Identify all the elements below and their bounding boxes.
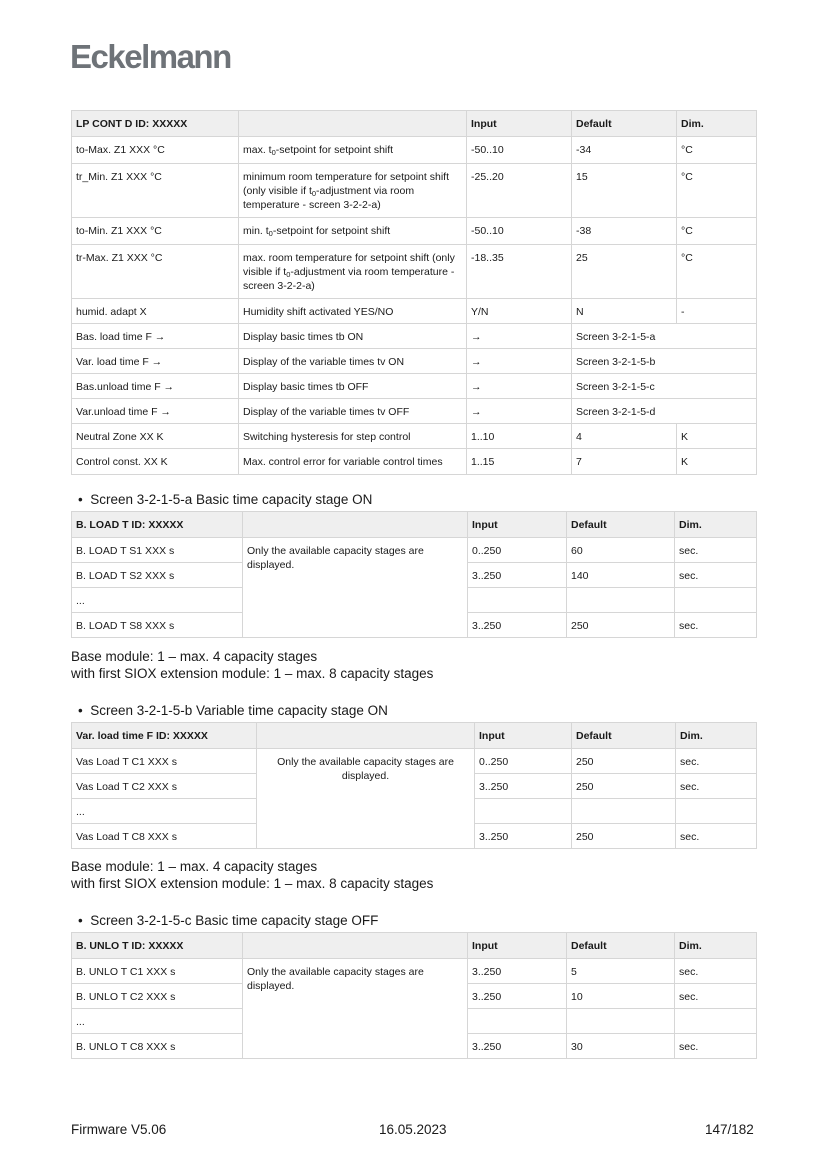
param-default: 10 xyxy=(567,984,675,1009)
param-name: Bas. load time F → xyxy=(72,324,239,349)
table-row xyxy=(72,449,757,475)
param-description: min. $t_0$-setpoint for setpoint shift xyxy=(239,218,467,245)
param-dim: sec. xyxy=(675,984,757,1009)
param-input: Y/N xyxy=(467,299,572,324)
param-default: 7 xyxy=(572,449,677,475)
param-input: 3..250 xyxy=(475,774,572,799)
param-name: B. LOAD T S8 XXX s xyxy=(72,613,243,638)
param-name: to-Max. Z1 XXX °C xyxy=(72,137,239,164)
table-row xyxy=(72,299,757,324)
param-description: Display basic times tb ON xyxy=(239,324,467,349)
param-default: N xyxy=(572,299,677,324)
param-description: Max. control error for variable control times xyxy=(239,449,467,475)
section-b-heading: • Screen 3-2-1-5-b Variable time capacity stage ON xyxy=(78,703,388,718)
param-screen-link: Screen 3-2-1-5-a xyxy=(572,324,757,349)
param-input: → xyxy=(467,349,572,374)
param-dim: K xyxy=(677,424,757,449)
table-header-cell: Input xyxy=(475,723,572,749)
param-description: Switching hysteresis for step control xyxy=(239,424,467,449)
footer-date: 16.05.2023 xyxy=(379,1122,447,1137)
param-default xyxy=(567,588,675,613)
table-row xyxy=(72,245,757,299)
param-dim: - xyxy=(677,299,757,324)
param-name: Bas.unload time F → xyxy=(72,374,239,399)
table-header-cell: Dim. xyxy=(675,512,757,538)
section-a-notes xyxy=(71,648,433,682)
siox-module-note: with first SIOX extension module: 1 – max. 8 capacity stages xyxy=(71,876,434,891)
param-input: 0..250 xyxy=(475,749,572,774)
param-name: B. LOAD T S1 XXX s xyxy=(72,538,243,563)
param-input: 3..250 xyxy=(468,959,567,984)
param-input: → xyxy=(467,324,572,349)
table-header-cell: Dim. xyxy=(675,933,757,959)
param-name: Var. load time F → xyxy=(72,349,239,374)
param-default xyxy=(567,1009,675,1034)
param-dim xyxy=(675,588,757,613)
param-input: → xyxy=(467,374,572,399)
param-name: Neutral Zone XX K xyxy=(72,424,239,449)
table-header-cell: Default xyxy=(572,111,677,137)
param-name: humid. adapt X xyxy=(72,299,239,324)
param-description: max. $t_0$-setpoint for setpoint shift xyxy=(239,137,467,164)
param-default: 30 xyxy=(567,1034,675,1059)
param-input: 3..250 xyxy=(468,613,567,638)
param-input xyxy=(468,588,567,613)
param-input: -18..35 xyxy=(467,245,572,299)
table-row xyxy=(72,424,757,449)
table-header-cell: Dim. xyxy=(676,723,757,749)
param-description: Humidity shift activated YES/NO xyxy=(239,299,467,324)
table-header-cell: Input xyxy=(468,933,567,959)
param-name: Vas Load T C2 XXX s xyxy=(72,774,257,799)
capacity-note: Only the available capacity stages are displayed. xyxy=(243,538,468,638)
eckelmann-logo: Eckelmann xyxy=(70,38,231,75)
table-row xyxy=(72,349,757,374)
param-name: B. LOAD T S2 XXX s xyxy=(72,563,243,588)
param-description: max. room temperature for setpoint shift (only visible if $t_0$-adjustment via room temperature - screen 3-2-2-a) xyxy=(239,245,467,299)
param-name: Control const. XX K xyxy=(72,449,239,475)
table-header-cell xyxy=(243,933,468,959)
var-load-time-table xyxy=(71,722,757,849)
param-default: 4 xyxy=(572,424,677,449)
param-input: → xyxy=(467,399,572,424)
param-screen-link: Screen 3-2-1-5-d xyxy=(572,399,757,424)
footer-page-number: 147/182 xyxy=(705,1122,754,1137)
param-dim: sec. xyxy=(676,749,757,774)
param-default: 250 xyxy=(572,749,676,774)
table-row xyxy=(72,959,757,984)
capacity-note: Only the available capacity stages are displayed. xyxy=(243,959,468,1059)
param-dim xyxy=(675,1009,757,1034)
param-dim: °C xyxy=(677,245,757,299)
table-header-cell xyxy=(243,512,468,538)
table-header-cell: Default xyxy=(572,723,676,749)
param-default: 250 xyxy=(572,774,676,799)
param-name: ... xyxy=(72,799,257,824)
param-dim: °C xyxy=(677,137,757,164)
siox-module-note: with first SIOX extension module: 1 – max. 8 capacity stages xyxy=(71,666,434,681)
section-c-heading: • Screen 3-2-1-5-c Basic time capacity stage OFF xyxy=(78,913,379,928)
param-name: Vas Load T C1 XXX s xyxy=(72,749,257,774)
param-name: Vas Load T C8 XXX s xyxy=(72,824,257,849)
base-module-note: Base module: 1 – max. 4 capacity stages xyxy=(71,859,318,874)
table-row xyxy=(72,137,757,164)
table-header-row xyxy=(72,111,757,137)
table-row xyxy=(72,538,757,563)
table-header-cell: LP CONT D ID: XXXXX xyxy=(72,111,239,137)
param-input: 1..10 xyxy=(467,424,572,449)
param-input xyxy=(468,1009,567,1034)
table-header-cell: Dim. xyxy=(677,111,757,137)
param-name: to-Min. Z1 XXX °C xyxy=(72,218,239,245)
param-description: Display of the variable times tv ON xyxy=(239,349,467,374)
param-name: B. UNLO T C2 XXX s xyxy=(72,984,243,1009)
section-b-notes xyxy=(71,858,433,892)
param-default: 250 xyxy=(567,613,675,638)
param-name: ... xyxy=(72,588,243,613)
table-header-row xyxy=(72,512,757,538)
param-description: Display of the variable times tv OFF xyxy=(239,399,467,424)
table-row xyxy=(72,749,757,774)
table-header-cell xyxy=(257,723,475,749)
param-dim: sec. xyxy=(675,538,757,563)
footer-firmware: Firmware V5.06 xyxy=(71,1122,167,1137)
table-row xyxy=(72,218,757,245)
param-input: -50..10 xyxy=(467,137,572,164)
param-input: 3..250 xyxy=(475,824,572,849)
table-header-row xyxy=(72,723,757,749)
lp-cont-d-table xyxy=(71,110,757,475)
param-input: 3..250 xyxy=(468,984,567,1009)
param-default: -38 xyxy=(572,218,677,245)
param-dim: °C xyxy=(677,164,757,218)
section-a-heading: • Screen 3-2-1-5-a Basic time capacity stage ON xyxy=(78,492,373,507)
param-default: 140 xyxy=(567,563,675,588)
b-load-t-table xyxy=(71,511,757,638)
param-screen-link: Screen 3-2-1-5-b xyxy=(572,349,757,374)
table-header-row xyxy=(72,933,757,959)
param-name: B. UNLO T C8 XXX s xyxy=(72,1034,243,1059)
param-dim: °C xyxy=(677,218,757,245)
param-dim: sec. xyxy=(676,824,757,849)
param-name: B. UNLO T C1 XXX s xyxy=(72,959,243,984)
table-header-cell: Default xyxy=(567,933,675,959)
param-dim: sec. xyxy=(675,959,757,984)
param-input: 0..250 xyxy=(468,538,567,563)
param-default: 60 xyxy=(567,538,675,563)
param-name: tr-Max. Z1 XXX °C xyxy=(72,245,239,299)
table-row xyxy=(72,164,757,218)
param-default: 15 xyxy=(572,164,677,218)
param-dim: sec. xyxy=(675,563,757,588)
param-default: 25 xyxy=(572,245,677,299)
param-default: 250 xyxy=(572,824,676,849)
param-dim xyxy=(676,799,757,824)
param-dim: sec. xyxy=(676,774,757,799)
table-header-cell: B. LOAD T ID: XXXXX xyxy=(72,512,243,538)
param-description: minimum room temperature for setpoint shift (only visible if $t_0$-adjustment via room temperature - screen 3-2-2-a) xyxy=(239,164,467,218)
param-screen-link: Screen 3-2-1-5-c xyxy=(572,374,757,399)
param-input: -50..10 xyxy=(467,218,572,245)
param-dim: sec. xyxy=(675,1034,757,1059)
param-name: tr_Min. Z1 XXX °C xyxy=(72,164,239,218)
table-row xyxy=(72,324,757,349)
param-dim: K xyxy=(677,449,757,475)
param-default: -34 xyxy=(572,137,677,164)
table-row xyxy=(72,374,757,399)
capacity-note: Only the available capacity stages are displayed. xyxy=(257,749,475,849)
param-input: 3..250 xyxy=(468,1034,567,1059)
param-input xyxy=(475,799,572,824)
table-header-cell: Input xyxy=(468,512,567,538)
table-row xyxy=(72,399,757,424)
param-dim: sec. xyxy=(675,613,757,638)
table-header-cell: Default xyxy=(567,512,675,538)
b-unlo-t-table xyxy=(71,932,757,1059)
param-default: 5 xyxy=(567,959,675,984)
param-input: 3..250 xyxy=(468,563,567,588)
param-description: Display basic times tb OFF xyxy=(239,374,467,399)
param-name: Var.unload time F → xyxy=(72,399,239,424)
table-header-cell: Var. load time F ID: XXXXX xyxy=(72,723,257,749)
param-input: 1..15 xyxy=(467,449,572,475)
param-name: ... xyxy=(72,1009,243,1034)
table-header-cell: Input xyxy=(467,111,572,137)
param-input: -25..20 xyxy=(467,164,572,218)
base-module-note: Base module: 1 – max. 4 capacity stages xyxy=(71,649,318,664)
table-header-cell xyxy=(239,111,467,137)
table-header-cell: B. UNLO T ID: XXXXX xyxy=(72,933,243,959)
param-default xyxy=(572,799,676,824)
